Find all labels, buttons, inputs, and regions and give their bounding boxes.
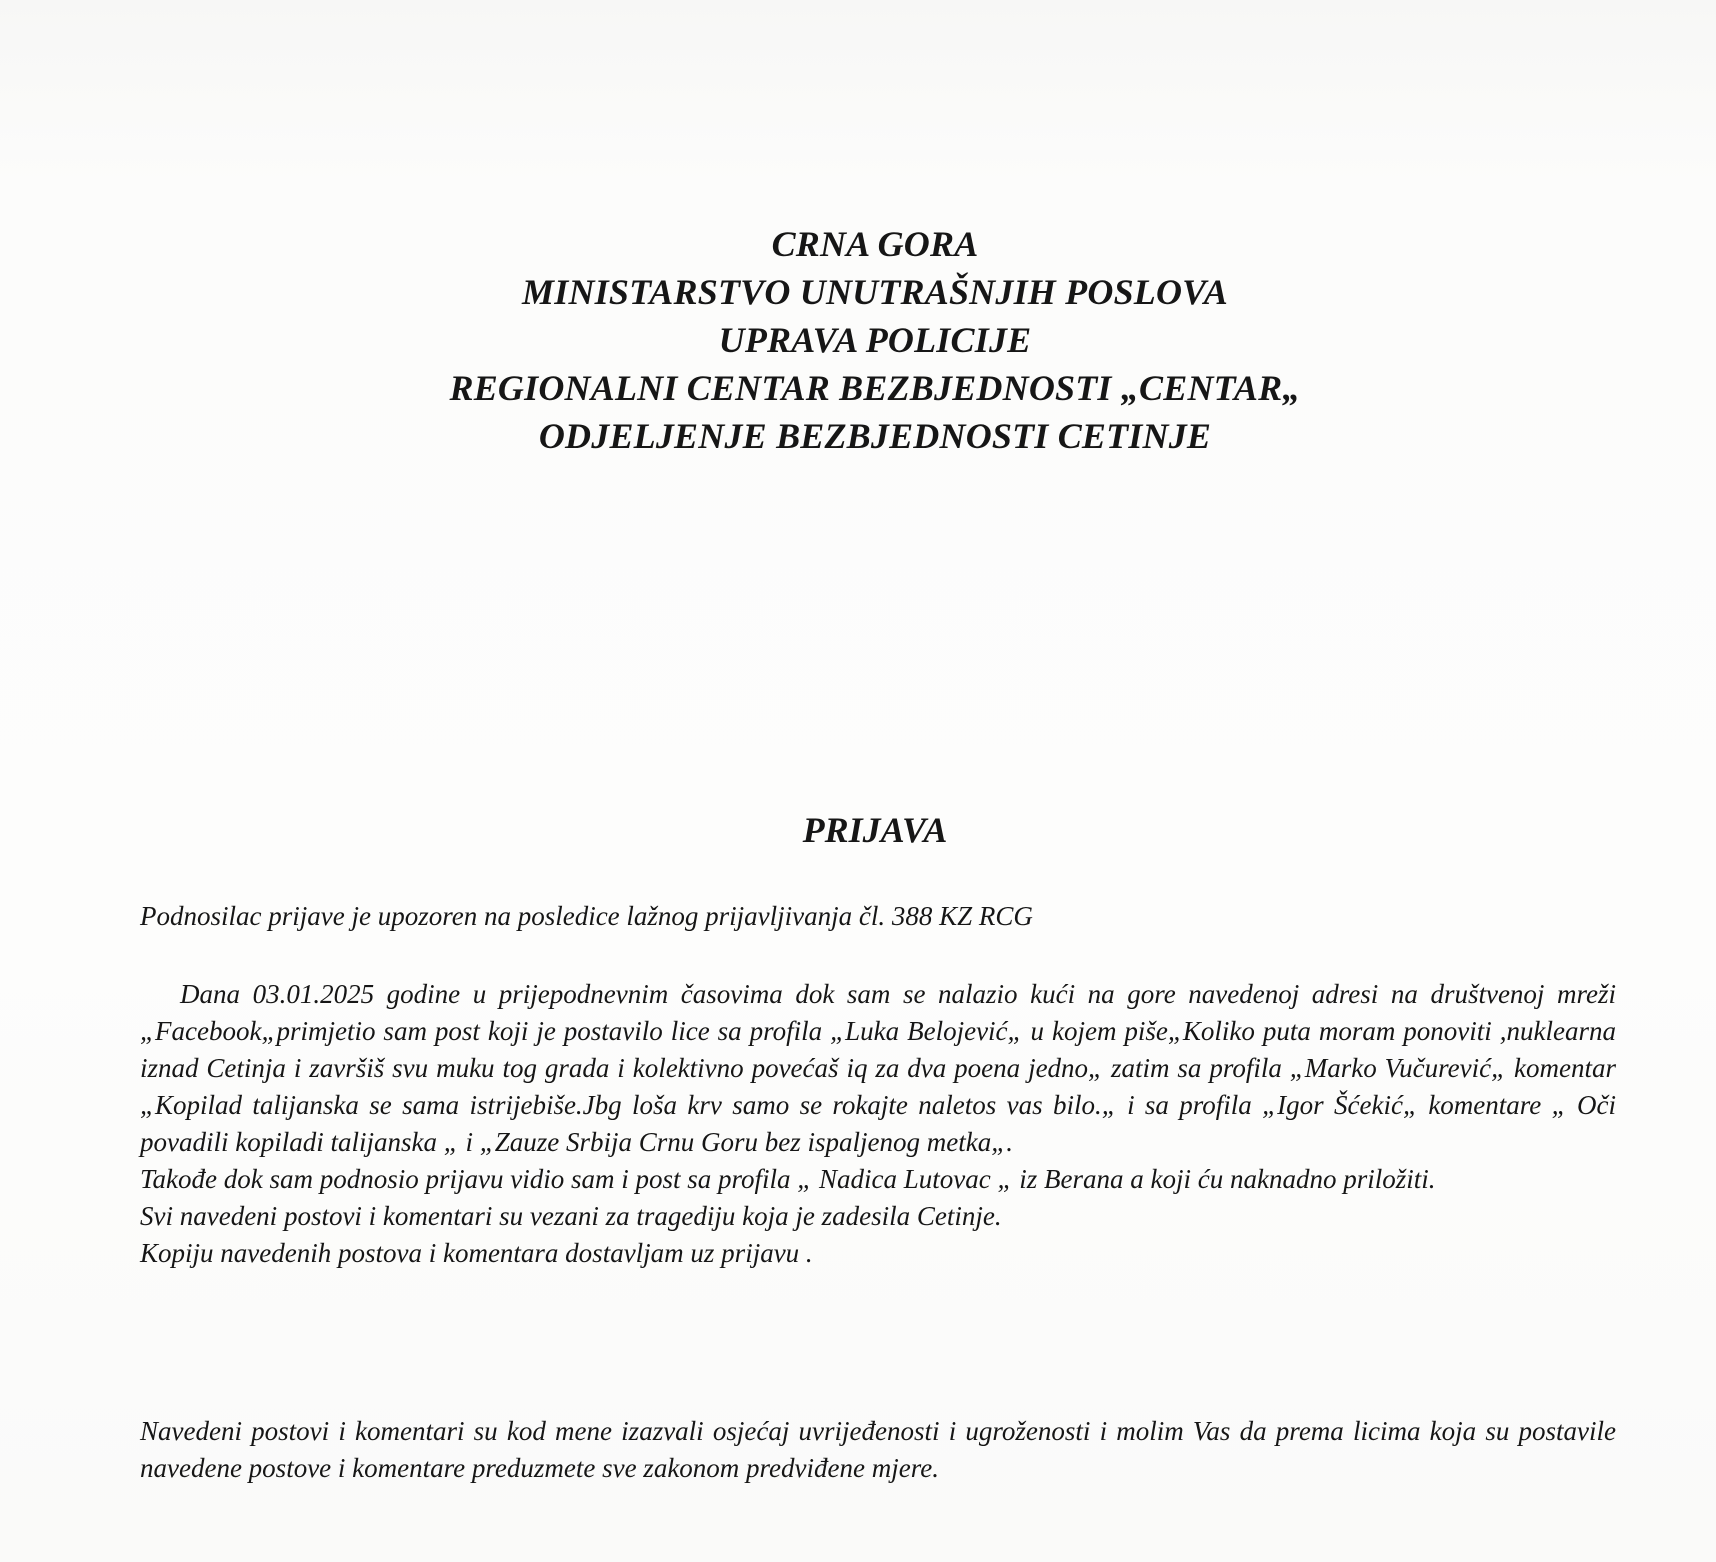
report-closing-request: Navedeni postovi i komentari su kod mene izazvali osjećaj uvrijeđenosti i ugroženosti i molim Vas da prema licima koja su postavile navedene postove i komentare preduzmete sve zakonom predviđene mjere. xyxy=(140,1416,1616,1483)
report-body xyxy=(140,976,1616,1272)
report-paragraph-context: Svi navedeni postovi i komentari su vezani za tragediju koja je zadesila Cetinje. xyxy=(140,1201,1002,1231)
header-regional-center: REGIONALNI CENTAR BEZBJEDNOSTI „CENTAR„ xyxy=(449,368,1301,408)
report-paragraph-attachment: Kopiju navedenih postova i komentara dostavljam uz prijavu . xyxy=(140,1238,813,1268)
document-title: PRIJAVA xyxy=(802,810,948,850)
header-department: ODJELJENJE BEZBJEDNOSTI CETINJE xyxy=(538,416,1212,456)
header-ministry: MINISTARSTVO UNUTRAŠNJIH POSLOVA xyxy=(522,272,1228,312)
document-header xyxy=(0,220,1716,460)
header-police-directorate: UPRAVA POLICIJE xyxy=(718,320,1032,360)
report-closing xyxy=(140,1413,1616,1487)
report-paragraph-additional-post: Takođe dok sam podnosio prijavu vidio sam i post sa profila „ Nadica Lutovac „ iz Berana a koji ću naknadno priložiti. xyxy=(140,1164,1436,1194)
report-paragraph-main: Dana 03.01.2025 godine u prijepodnevnim časovima dok sam se nalazio kući na gore navedenoj adresi na društvenoj mreži „Facebook„primjetio sam post koji je postavilo lice sa profila „Luka Belojević„ u kojem piše„Koliko puta moram ponoviti ,nuklearna iznad Cetinja i završiš svu muku tog grada i kolektivno povećaš iq za dva poena jedno„ zatim sa profila „Marko Vučurević„ komentar „Kopilad talijanska se sama istrijebiše.Jbg loša krv samo se rokajte naletos vas bilo.„ i sa profila „Igor Šćekić„ komentare „ Oči povadili kopiladi talijanska „ i „Zauze Srbija Crnu Goru bez ispaljenog metka„. xyxy=(140,979,1616,1157)
false-report-warning: Podnosilac prijave je upozoren na posledice lažnog prijavljivanja čl. 388 KZ RCG xyxy=(140,901,1033,931)
header-country: CRNA GORA xyxy=(771,224,979,264)
